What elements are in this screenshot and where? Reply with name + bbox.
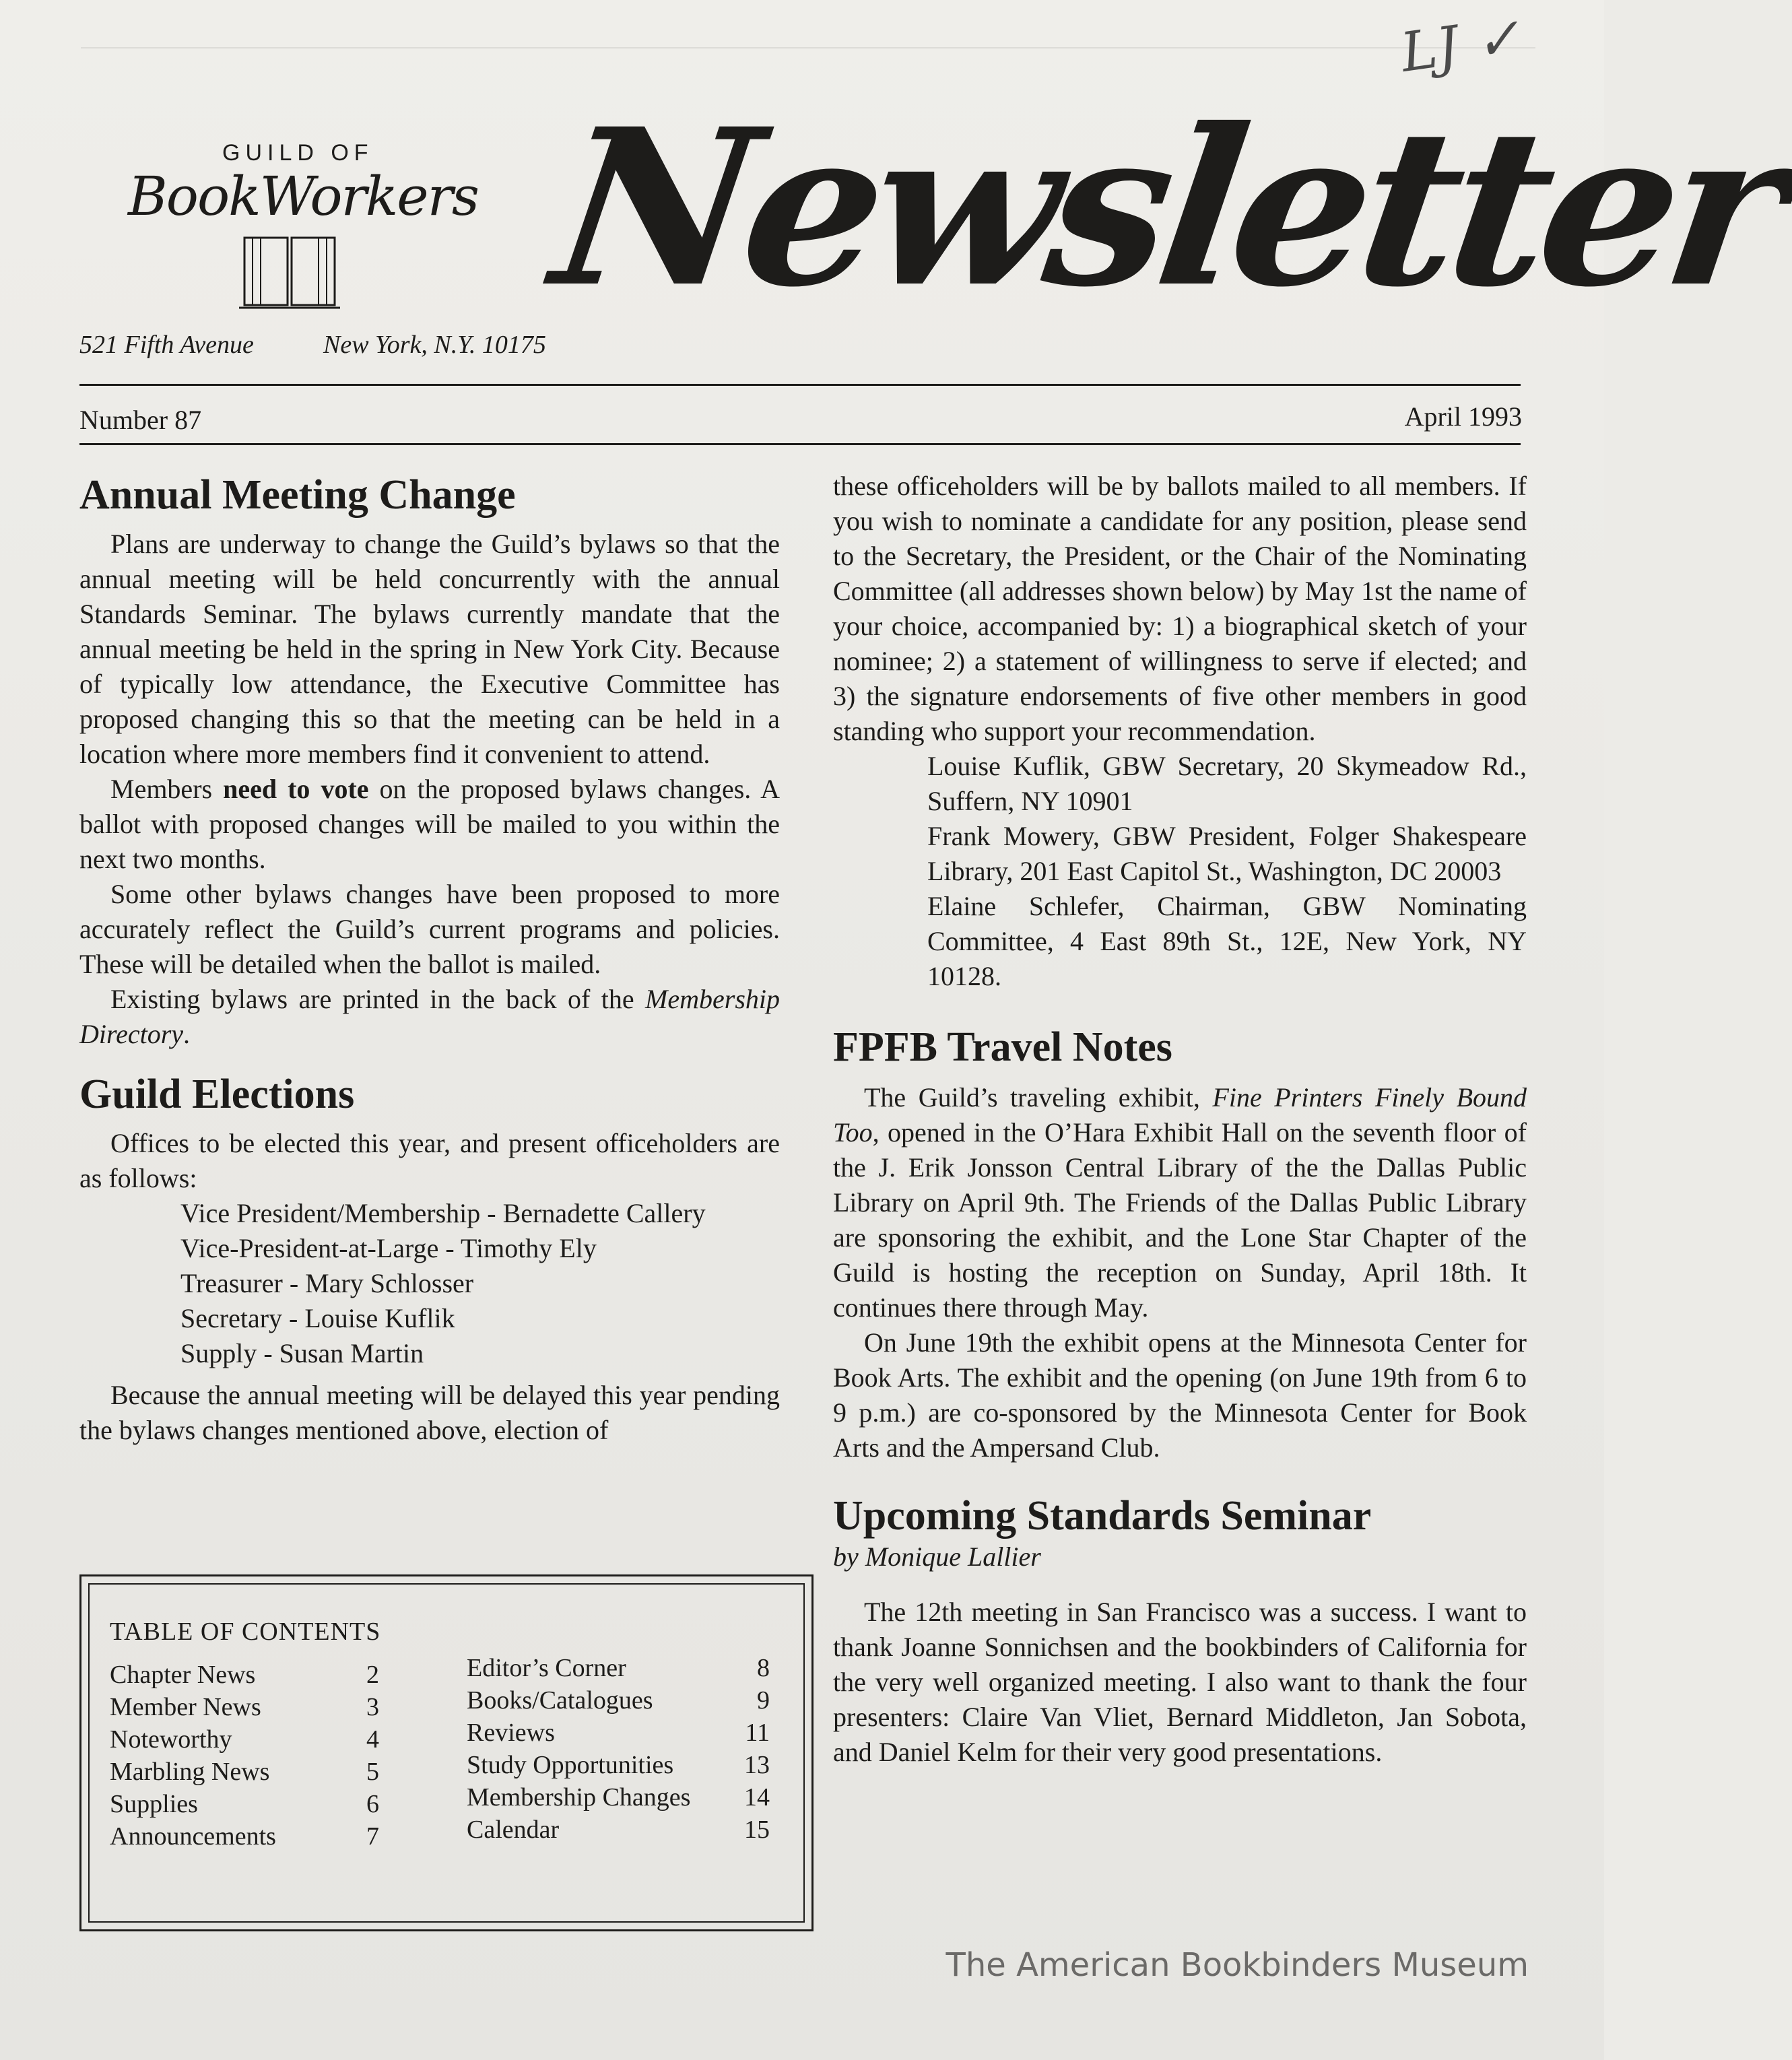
office-item: Secretary - Louise Kuflik bbox=[180, 1303, 455, 1333]
nomination-addresses bbox=[833, 749, 1527, 994]
toc-title: TABLE OF CONTENTS bbox=[110, 1618, 381, 1646]
toc-entry[interactable]: Supplies 6 bbox=[110, 1790, 379, 1818]
handwritten-initials: LJ ✓ bbox=[1397, 5, 1525, 84]
issue-date: April 1993 bbox=[1404, 401, 1522, 432]
fpfb-heading: FPFB Travel Notes bbox=[833, 1024, 1172, 1070]
annual-meeting-paragraph-4: Existing bylaws are printed in the back of the Membership Directory. bbox=[79, 984, 780, 1049]
left-column bbox=[79, 471, 780, 1448]
guild-of-text: GUILD OF bbox=[222, 140, 374, 166]
right-column bbox=[833, 469, 1527, 1770]
annual-meeting-paragraph-3: Some other bylaws changes have been proposed to more accurately reflect the Guild’s current programs and policies. These will be detailed when the ballot is mailed. bbox=[79, 879, 780, 979]
seminar-byline: by Monique Lallier bbox=[833, 1541, 1041, 1572]
toc-inner-border bbox=[88, 1583, 805, 1923]
annual-meeting-paragraph-1: Plans are underway to change the Guild’s bylaws so that the annual meeting will be held concurrently with the annual Standards Seminar. The bylaws currently mandate that the annual meeting be held in the spring in New York City. Because of typically low attendance, the Executive Committee has proposed changing this so that the meeting can be held in a location where more members find it convenient to attend. bbox=[79, 529, 780, 769]
toc-entry[interactable]: Study Opportunities 13 bbox=[467, 1751, 770, 1779]
office-item: Vice-President-at-Large - Timothy Ely bbox=[180, 1233, 597, 1263]
toc-entry[interactable]: Books/Catalogues 9 bbox=[467, 1686, 770, 1715]
address-street: 521 Fifth Avenue bbox=[79, 331, 254, 359]
fpfb-paragraph-2: On June 19th the exhibit opens at the Minnesota Center for Book Arts. The exhibit and the opening (on June 19th from 6 to 9 p.m.) are co-sponsored by the Minnesota Center for Book Arts and the Ampersand Club. bbox=[833, 1327, 1527, 1463]
museum-watermark: The American Bookbinders Museum bbox=[945, 1946, 1529, 1984]
masthead-rule-bottom bbox=[79, 443, 1521, 445]
address-president: Frank Mowery, GBW President, Folger Shakespeare Library, 201 East Capitol St., Washington, DC 20003 bbox=[927, 821, 1527, 886]
elections-heading: Guild Elections bbox=[79, 1071, 355, 1117]
toc-entry[interactable]: Calendar 15 bbox=[467, 1816, 770, 1844]
annual-meeting-paragraph-2: Members need to vote on the proposed bylaws changes. A ballot with proposed changes will be mailed to you within the next two months. bbox=[79, 774, 780, 874]
office-item: Supply - Susan Martin bbox=[180, 1338, 424, 1368]
elections-intro: Offices to be elected this year, and present officeholders are as follows: bbox=[79, 1128, 780, 1193]
annual-meeting-heading: Annual Meeting Change bbox=[79, 472, 516, 518]
toc-right-column bbox=[467, 1652, 790, 1846]
offices-list bbox=[79, 1196, 780, 1371]
toc-entry[interactable]: Announcements 7 bbox=[110, 1822, 379, 1851]
toc-entry[interactable]: Member News 3 bbox=[110, 1693, 379, 1721]
bookworkers-logo-text: BookWorkers bbox=[128, 165, 478, 228]
toc-entry[interactable]: Membership Changes 14 bbox=[467, 1783, 770, 1812]
office-item: Vice President/Membership - Bernadette Callery bbox=[180, 1198, 706, 1228]
open-book-icon bbox=[239, 232, 340, 313]
newsletter-title: Newsletter bbox=[541, 82, 1792, 335]
toc-entry[interactable]: Editor’s Corner 8 bbox=[467, 1654, 770, 1682]
toc-left-column bbox=[110, 1659, 406, 1853]
toc-entry[interactable]: Marbling News 5 bbox=[110, 1758, 379, 1786]
issue-number: Number 87 bbox=[79, 405, 202, 435]
toc-entry[interactable]: Noteworthy 4 bbox=[110, 1725, 379, 1754]
top-edge-line bbox=[81, 47, 1535, 48]
office-item: Treasurer - Mary Schlosser bbox=[180, 1268, 474, 1298]
address-city: New York, N.Y. 10175 bbox=[323, 331, 546, 359]
table-of-contents bbox=[79, 1574, 814, 1931]
seminar-paragraph-1: The 12th meeting in San Francisco was a success. I want to thank Joanne Sonnichsen and the bookbinders of California for the very well organized meeting. I also want to thank the four presenters: Claire Van Vliet, Bernard Middleton, Jan Sobota, and Daniel Kelm for their very good presentations. bbox=[833, 1597, 1527, 1767]
fpfb-paragraph-1: The Guild’s traveling exhibit, Fine Printers Finely Bound Too, opened in the O’Hara Exhibit Hall on the seventh floor of the J. Erik Jonsson Central Library of the the Dallas Public Library on April 9th. The Friends of the Dallas Public Library are sponsoring the exhibit, and the Lone Star Chapter of the Guild is hosting the reception on Sunday, April 18th. It continues there through May. bbox=[833, 1082, 1527, 1323]
address-nominating-chair: Elaine Schlefer, Chairman, GBW Nominating Committee, 4 East 89th St., 12E, New York, NY 10128. bbox=[927, 891, 1527, 991]
address-secretary: Louise Kuflik, GBW Secretary, 20 Skymeadow Rd., Suffern, NY 10901 bbox=[927, 751, 1527, 816]
elections-paragraph-2-continued: these officeholders will be by ballots mailed to all members. If you wish to nominate a candidate for any position, please send to the Secretary, the President, or the Chair of the Nominating Committee (all addresses shown below) by May 1st the name of your choice, accompanied by: 1) a biographical sketch of your nominee; 2) a statement of willingness to serve if elected; and 3) the signature endorsements of five other members in good standing who support your recommendation. bbox=[833, 471, 1527, 746]
elections-paragraph-2: Because the annual meeting will be delayed this year pending the bylaws changes mentioned above, election of bbox=[79, 1380, 780, 1445]
seminar-heading: Upcoming Standards Seminar bbox=[833, 1493, 1372, 1539]
toc-entry[interactable]: Chapter News 2 bbox=[110, 1661, 379, 1689]
toc-entry[interactable]: Reviews 11 bbox=[467, 1719, 770, 1747]
masthead-rule-top bbox=[79, 384, 1521, 386]
